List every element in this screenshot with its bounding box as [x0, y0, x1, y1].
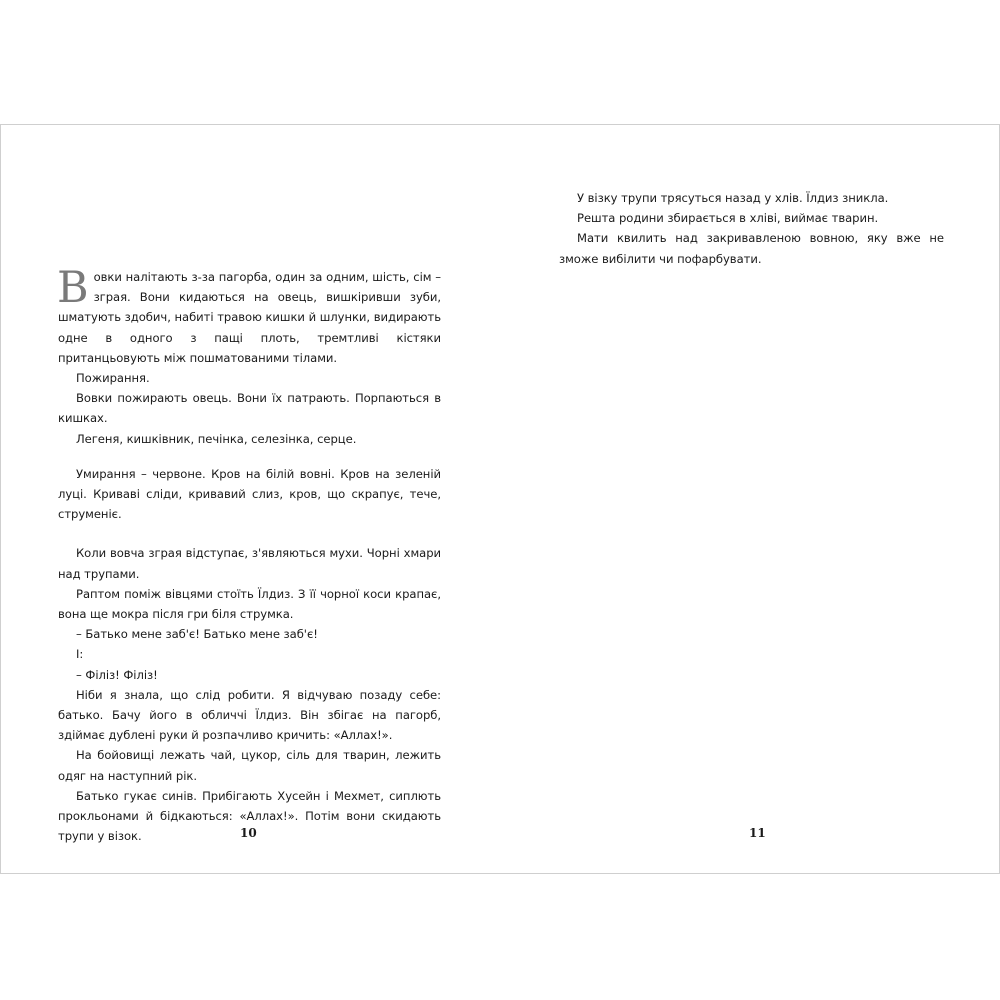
left-page-text — [57, 263, 441, 846]
paragraph: У візку трупи трясуться назад у хлів. Їлдиз зникла. — [577, 191, 889, 205]
paragraph: Вовки пожирають овець. Вони їх патрають. Порпаються в кишках. — [58, 391, 441, 426]
paragraph: Решта родини збирається в хліві, виймає тварин. — [577, 211, 879, 226]
opening-paragraph-text: овки налітають з-за пагорба, один за одним, шість, сім – зграя. Вони кидаються на овець, вишкіривши зуби, шматують здобич, набиті травою кишки й шлунки, видирають одне в одного з пащі плоть, тремтливі кістяки пританцьовують між пошматованими тілами. — [58, 270, 441, 365]
paragraph: Пожирання. — [76, 371, 150, 386]
paragraph: Умирання – червоне. Кров на білій вовні. Кров на зеленій луці. Криваві сліди, кривавий слиз, кров, що скрапує, тече, струменіє. — [58, 466, 441, 522]
opening-paragraph — [57, 263, 441, 368]
paragraph: Ніби я знала, що слід робити. Я відчуваю позаду себе: батько. Бачу його в обличчі Їлдиз. Він збігає на пагорб, здіймає дублені руки й розпачливо кричить: «Аллах!». — [58, 687, 441, 743]
paragraph: – Батько мене заб'є! Батько мене заб'є! — [76, 627, 318, 642]
paragraph: Коли вовча зграя відступає, з'являються мухи. Чорні хмари над трупами. — [58, 546, 441, 581]
paragraph: І: — [76, 647, 84, 662]
drop-cap: В — [57, 263, 89, 313]
page-number-right: 11 — [749, 826, 766, 840]
page-number-left: 10 — [240, 826, 257, 840]
paragraph: Легеня, кишківник, печінка, селезінка, серце. — [76, 431, 357, 446]
paragraph: На бойовищі лежать чай, цукор, сіль для тварин, лежить одяг на наступний рік. — [58, 748, 441, 783]
paragraph: Раптом поміж вівцями стоїть Їлдиз. З її чорної коси крапає, вона ще мокра після гри біля струмка. — [58, 586, 441, 622]
paragraph: Мати квилить над закривавленою вовною, яку вже не зможе вибілити чи пофарбувати. — [559, 231, 944, 266]
right-page — [501, 125, 999, 873]
paragraph: – Філіз! Філіз! — [76, 667, 158, 682]
book-spread — [0, 124, 1000, 874]
right-page-text — [559, 188, 944, 269]
paragraph: Батько гукає синів. Прибігають Хусейн і Мехмет, сиплють прокльонами й бідкаються: «Аллах!». Потім вони скидають трупи у візок. — [58, 788, 441, 844]
left-page — [1, 125, 501, 873]
